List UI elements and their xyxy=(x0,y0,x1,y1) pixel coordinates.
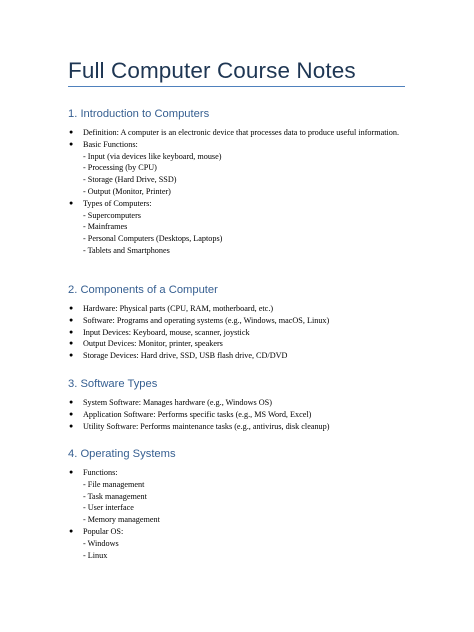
bullet-icon: ● xyxy=(69,409,74,418)
sub-item: - Output (Monitor, Printer) xyxy=(83,186,171,196)
item-text: Definition: A computer is an electronic device that processes data to produce useful information. xyxy=(83,128,400,137)
list-item xyxy=(68,467,408,526)
list-item xyxy=(68,397,408,409)
sub-item: - File management xyxy=(83,479,145,489)
sub-item: - User interface xyxy=(83,503,134,513)
list-item xyxy=(68,198,408,257)
list-item xyxy=(68,127,408,139)
sub-item: - Supercomputers xyxy=(83,210,141,220)
bullet-icon: ● xyxy=(69,198,74,207)
list-item xyxy=(68,303,408,315)
item-text: Functions: xyxy=(83,468,118,477)
item-text: Basic Functions: xyxy=(83,139,138,149)
list-item xyxy=(68,526,408,561)
sub-item: - Storage (Hard Drive, SSD) xyxy=(83,175,177,185)
item-text: Hardware: Physical parts (CPU, RAM, motherboard, etc.) xyxy=(83,304,274,313)
list-item xyxy=(68,421,408,433)
list-item xyxy=(68,315,408,327)
list-item xyxy=(68,350,408,362)
bullet-icon: ● xyxy=(69,468,74,476)
item-text: Output Devices: Monitor, printer, speakers xyxy=(83,339,223,349)
bullet-icon: ● xyxy=(69,526,74,535)
item-text: Software: Programs and operating systems (e.g., Windows, macOS, Linux) xyxy=(83,315,330,325)
bullet-icon: ● xyxy=(69,315,74,324)
bullet-icon: ● xyxy=(69,327,74,336)
bullet-icon: ● xyxy=(69,351,74,360)
bullet-icon: ● xyxy=(69,128,74,136)
item-text: Types of Computers: xyxy=(83,198,152,208)
bullet-list xyxy=(68,303,408,362)
bullet-icon: ● xyxy=(69,339,74,348)
list-item xyxy=(68,139,408,198)
bullet-icon: ● xyxy=(69,139,74,148)
bullet-list xyxy=(68,467,408,561)
section-heading: 2. Components of a Computer xyxy=(68,284,218,296)
page-title: Full Computer Course Notes xyxy=(68,58,356,83)
sub-item: - Tablets and Smartphones xyxy=(83,245,170,255)
sub-item: - Memory management xyxy=(83,515,160,525)
sub-item: - Processing (by CPU) xyxy=(83,163,157,173)
item-text: Storage Devices: Hard drive, SSD, USB flash drive, CD/DVD xyxy=(83,351,288,361)
section-heading: 1. Introduction to Computers xyxy=(68,108,210,120)
sub-item: - Input (via devices like keyboard, mouse) xyxy=(83,151,222,161)
list-item xyxy=(68,409,408,421)
section-heading: 4. Operating Systems xyxy=(68,448,176,460)
sub-item: - Windows xyxy=(83,538,119,548)
title-divider xyxy=(68,86,405,87)
item-text: Utility Software: Performs maintenance tasks (e.g., antivirus, disk cleanup) xyxy=(83,421,330,431)
section-software-types xyxy=(68,377,408,432)
section-components xyxy=(68,283,408,362)
bullet-icon: ● xyxy=(69,304,74,312)
sub-item: - Task management xyxy=(83,491,147,501)
item-text: Popular OS: xyxy=(83,526,124,536)
list-item xyxy=(68,338,408,350)
bullet-list xyxy=(68,127,408,257)
bullet-list xyxy=(68,397,408,432)
section-heading: 3. Software Types xyxy=(68,378,158,390)
bullet-icon: ● xyxy=(69,398,74,406)
sub-item: - Mainframes xyxy=(83,222,128,232)
item-text: Input Devices: Keyboard, mouse, scanner, joystick xyxy=(83,327,250,337)
item-text: System Software: Manages hardware (e.g., Windows OS) xyxy=(83,398,272,407)
item-text: Application Software: Performs specific tasks (e.g., MS Word, Excel) xyxy=(83,409,312,419)
sub-item: - Personal Computers (Desktops, Laptops) xyxy=(83,234,223,244)
list-item xyxy=(68,327,408,339)
section-introduction xyxy=(68,107,408,257)
bullet-icon: ● xyxy=(69,421,74,430)
section-operating-systems xyxy=(68,447,408,561)
sub-item: - Linux xyxy=(83,550,108,560)
